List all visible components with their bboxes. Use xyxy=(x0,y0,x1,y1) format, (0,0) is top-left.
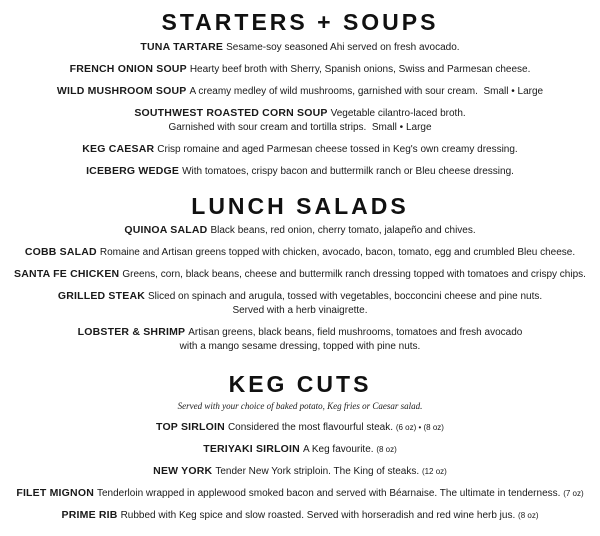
item-description: Rubbed with Keg spice and slow roasted. Served with horseradish and red wine herb jus. xyxy=(120,510,516,521)
menu-item xyxy=(0,164,600,179)
menu-item xyxy=(0,142,600,157)
item-name: NEW YORK xyxy=(153,465,213,477)
menu-item xyxy=(0,84,600,99)
section-title: LUNCH SALADS xyxy=(191,193,409,219)
section-title: STARTERS + SOUPS xyxy=(161,9,439,35)
item-name: KEG CAESAR xyxy=(82,143,155,155)
item-description-2: with a mango sesame dressing, topped with pine nuts. xyxy=(179,341,421,352)
item-sizes: Small • Large xyxy=(483,86,544,97)
menu-item-continued xyxy=(0,304,600,318)
item-sizes: Small • Large xyxy=(371,122,432,133)
menu-item xyxy=(0,464,600,479)
item-description: Black beans, red onion, cherry tomato, jalapeño and chives. xyxy=(210,225,476,236)
item-name: GRILLED STEAK xyxy=(57,290,146,302)
item-sizes: (8 oz) xyxy=(376,445,397,454)
menu-item xyxy=(0,223,600,238)
item-description: Sliced on spinach and arugula, tossed with vegetables, bocconcini cheese and pine nuts. xyxy=(148,291,543,302)
item-name: FILET MIGNON xyxy=(16,487,94,499)
item-sizes: (12 oz) xyxy=(421,467,447,476)
item-name: SOUTHWEST ROASTED CORN SOUP xyxy=(134,107,328,119)
item-description: A creamy medley of wild mushrooms, garnished with sour cream. xyxy=(189,86,478,97)
item-description: Crisp romaine and aged Parmesan cheese tossed in Keg's own creamy dressing. xyxy=(157,144,518,155)
item-sizes: (6 oz) • (8 oz) xyxy=(395,423,444,432)
menu-item xyxy=(0,486,600,501)
menu-item-continued xyxy=(0,340,600,354)
item-name: QUINOA SALAD xyxy=(124,224,208,236)
item-name: PRIME RIB xyxy=(61,509,118,521)
menu-item xyxy=(0,508,600,523)
section-keg-cuts xyxy=(0,370,600,523)
menu-item xyxy=(0,106,600,121)
item-description: Vegetable cilantro-laced broth. xyxy=(330,108,466,119)
menu-item xyxy=(0,40,600,55)
menu-item xyxy=(0,267,600,282)
item-name: LOBSTER & SHRIMP xyxy=(77,326,186,338)
item-name: COBB SALAD xyxy=(24,246,97,258)
item-description: Greens, corn, black beans, cheese and buttermilk ranch dressing topped with tomatoes and crispy chips. xyxy=(122,269,586,280)
menu-item xyxy=(0,325,600,340)
item-description-2: Garnished with sour cream and tortilla strips. xyxy=(168,122,367,133)
menu-item xyxy=(0,62,600,77)
menu-item xyxy=(0,245,600,260)
item-name: FRENCH ONION SOUP xyxy=(69,63,187,75)
item-name: WILD MUSHROOM SOUP xyxy=(56,85,187,97)
section-lunch-salads xyxy=(0,192,600,354)
item-description: With tomatoes, crispy bacon and buttermilk ranch or Bleu cheese dressing. xyxy=(182,166,514,177)
item-description: Tenderloin wrapped in applewood smoked bacon and served with Béarnaise. The ultimate in tenderness. xyxy=(96,488,561,499)
section-note: Served with your choice of baked potato, Keg fries or Caesar salad. xyxy=(177,401,423,411)
item-description: Tender New York striploin. The King of steaks. xyxy=(215,466,420,477)
menu-item xyxy=(0,420,600,435)
section-title: KEG CUTS xyxy=(228,371,372,397)
menu-item-continued xyxy=(0,121,600,135)
item-name: ICEBERG WEDGE xyxy=(86,165,180,177)
item-sizes: (8 oz) xyxy=(518,511,539,520)
item-description: Sesame-soy seasoned Ahi served on fresh avocado. xyxy=(226,42,460,53)
menu-item xyxy=(0,289,600,304)
item-name: TERIYAKI SIRLOIN xyxy=(203,443,300,455)
item-name: SANTA FE CHICKEN xyxy=(14,268,120,280)
item-name: TOP SIRLOIN xyxy=(156,421,225,433)
item-description: Artisan greens, black beans, field mushrooms, tomatoes and fresh avocado xyxy=(188,327,523,338)
item-description: A Keg favourite. xyxy=(302,444,374,455)
section-starters-soups xyxy=(0,8,600,179)
item-name: TUNA TARTARE xyxy=(140,41,224,53)
menu-item xyxy=(0,442,600,457)
item-description: Hearty beef broth with Sherry, Spanish onions, Swiss and Parmesan cheese. xyxy=(189,64,531,75)
item-description-2: Served with a herb vinaigrette. xyxy=(232,305,368,316)
item-sizes: (7 oz) xyxy=(563,489,584,498)
item-description: Considered the most flavourful steak. xyxy=(227,422,394,433)
item-description: Romaine and Artisan greens topped with chicken, avocado, bacon, tomato, egg and crumbled Bleu cheese. xyxy=(99,247,576,258)
